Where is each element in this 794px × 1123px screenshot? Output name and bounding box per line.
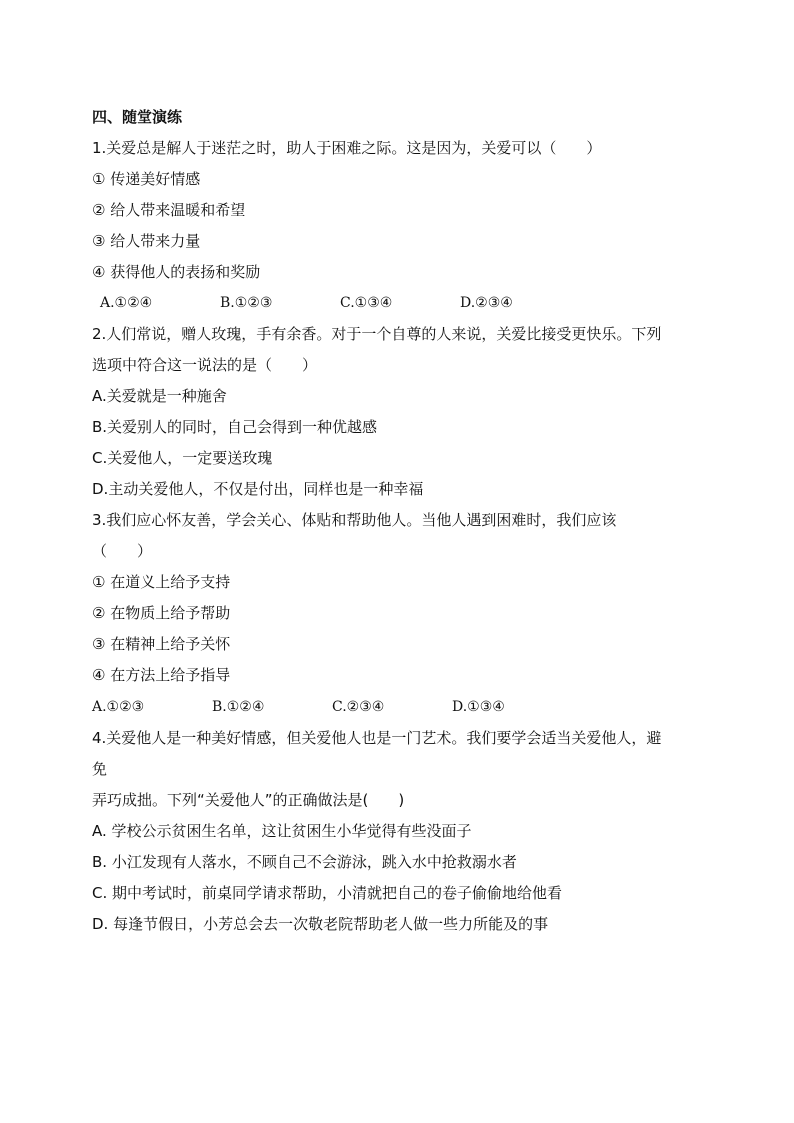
q2-option-a: A.关爱就是一种施舍 <box>92 387 227 405</box>
q4-option-a: A. 学校公示贫困生名单，这让贫困生小华觉得有些没面子 <box>92 822 472 840</box>
q4-option-b: B. 小江发现有人落水，不顾自己不会游泳，跳入水中抢救溺水者 <box>92 853 517 871</box>
q2-option-c: C.关爱他人，一定要送玫瑰 <box>92 449 273 467</box>
q3-option-b: B.①②④ <box>212 699 265 715</box>
q4-stem-line-3: 弄巧成拙。下列“关爱他人”的正确做法是( ) <box>92 791 405 809</box>
q2-option-b: B.关爱别人的同时，自己会得到一种优越感 <box>92 418 378 436</box>
section-title: 四、随堂演练 <box>92 108 183 126</box>
q4-option-c: C. 期中考试时，前桌同学请求帮助，小清就把自己的卷子偷偷地给他看 <box>92 884 563 902</box>
q3-option-d: D.①③④ <box>452 699 505 715</box>
q3-option-c: C.②③④ <box>332 699 385 715</box>
q1-option-b: B.①②③ <box>220 295 273 311</box>
q4-stem-line-1: 4.关爱他人是一种美好情感，但关爱他人也是一门艺术。我们要学会适当关爱他人，避 <box>92 729 662 747</box>
q1-item-4: ④ 获得他人的表扬和奖励 <box>92 263 261 281</box>
q3-item-2: ② 在物质上给予帮助 <box>92 604 231 622</box>
q3-option-a: A.①②③ <box>92 699 145 715</box>
q3-stem-line-2: （ ） <box>92 542 153 560</box>
q1-option-a: A.①②④ <box>100 295 153 311</box>
q3-item-1: ① 在道义上给予支持 <box>92 573 231 591</box>
q2-option-d: D.主动关爱他人，不仅是付出，同样也是一种幸福 <box>92 480 424 498</box>
q3-item-4: ④ 在方法上给予指导 <box>92 666 231 684</box>
q1-option-c: C.①③④ <box>340 295 393 311</box>
q1-option-d: D.②③④ <box>460 295 513 311</box>
q2-stem-line-2: 选项中符合这一说法的是（ ） <box>92 356 318 374</box>
q2-stem-line-1: 2.人们常说，赠人玫瑰，手有余香。对于一个自尊的人来说，关爱比接受更快乐。下列 <box>92 325 662 343</box>
q1-stem: 1.关爱总是解人于迷茫之时，助人于困难之际。这是因为，关爱可以（ ） <box>92 139 602 157</box>
q4-stem-line-2: 免 <box>92 760 108 778</box>
q3-stem-line-1: 3.我们应心怀友善，学会关心、体贴和帮助他人。当他人遇到困难时，我们应该 <box>92 511 617 529</box>
q1-item-1: ① 传递美好情感 <box>92 170 201 188</box>
q3-item-3: ③ 在精神上给予关怀 <box>92 635 231 653</box>
q1-item-3: ③ 给人带来力量 <box>92 232 201 250</box>
q4-option-d: D. 每逢节假日，小芳总会去一次敬老院帮助老人做一些力所能及的事 <box>92 915 549 933</box>
q1-item-2: ② 给人带来温暖和希望 <box>92 201 246 219</box>
